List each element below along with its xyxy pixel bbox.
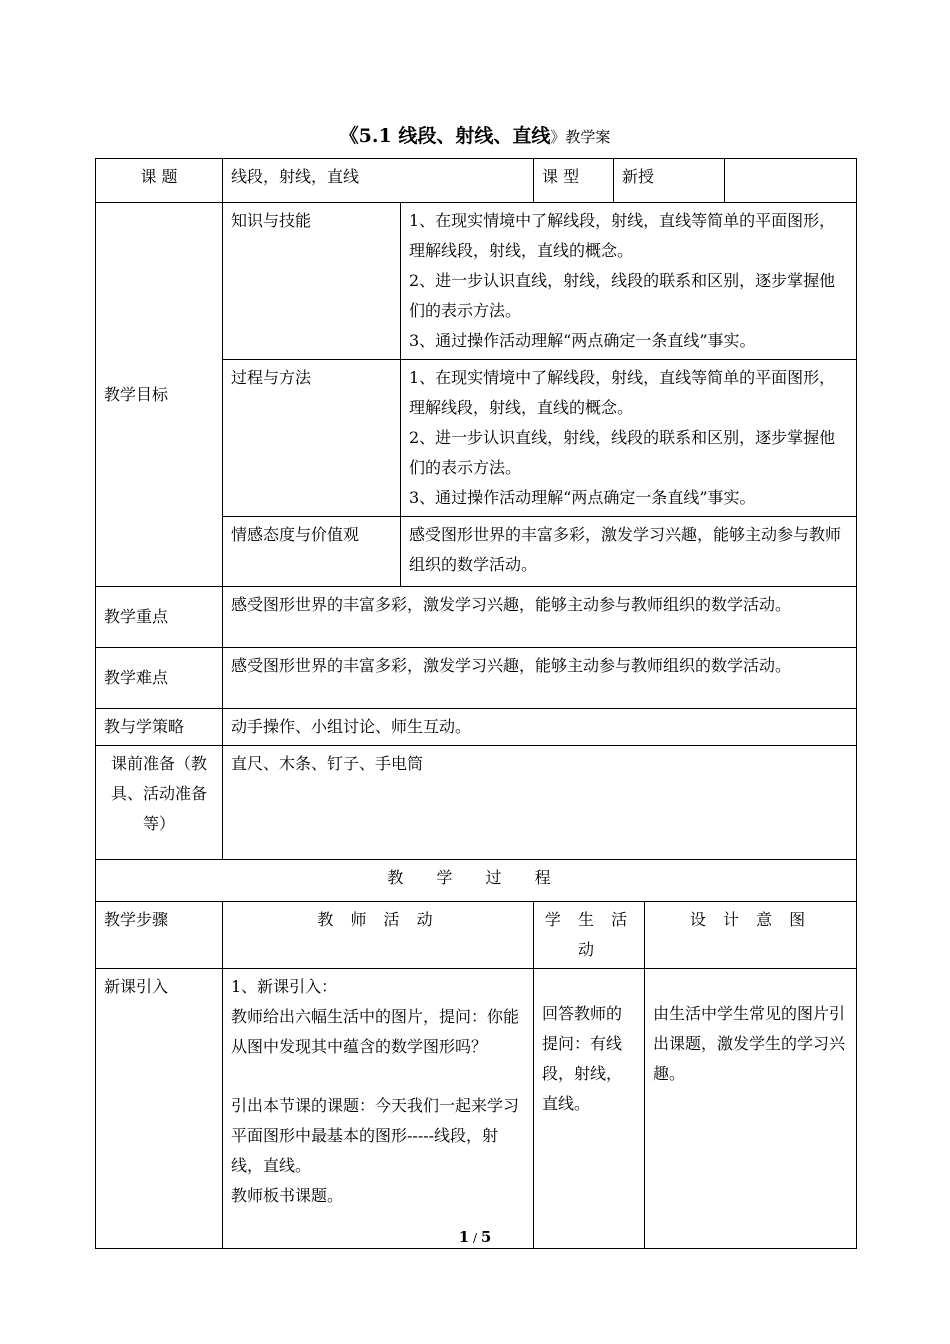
process-line-3: 3、通过操作活动理解“两点确定一条直线”事实。 [409, 488, 756, 507]
col-teacher-header: 教 师 活 动 [223, 902, 534, 969]
page-total: 5 [480, 1228, 492, 1246]
process-row [96, 969, 857, 1249]
objective-knowledge-row [96, 203, 857, 360]
process-content [401, 360, 857, 517]
process-title: 教 学 过 程 [96, 860, 857, 902]
preparation-label: 课前准备（教具、活动准备等） [96, 746, 223, 860]
col-step-header: 教学步骤 [96, 902, 223, 969]
teacher-line-3: 引出本节课的课题：今天我们一起来学习平面图形中最基本的图形-----线段，射线，直线。 [231, 1096, 520, 1175]
process-label: 过程与方法 [223, 360, 401, 517]
teacher-line-1: 1、新课引入： [231, 977, 338, 996]
key-points-row [96, 587, 857, 648]
strategy-label: 教与学策略 [96, 709, 223, 746]
difficulties-label: 教学难点 [96, 648, 223, 709]
document-title [0, 124, 950, 149]
knowledge-line-2: 2、进一步认识直线，射线，线段的联系和区别，逐步掌握他们的表示方法。 [409, 271, 836, 320]
emotion-content: 感受图形世界的丰富多彩，激发学习兴趣，能够主动参与教师组织的数学活动。 [401, 517, 857, 587]
emotion-label: 情感态度与价值观 [223, 517, 401, 587]
key-points-content: 感受图形世界的丰富多彩，激发学习兴趣，能够主动参与教师组织的数学活动。 [223, 587, 857, 648]
title-main: 《5.1 线段、射线、直线 [339, 125, 551, 147]
lesson-plan-table [95, 158, 857, 1249]
strategy-row [96, 709, 857, 746]
col-student-header: 学 生 活 动 [534, 902, 645, 969]
topic-row [96, 159, 857, 203]
type-label: 课 型 [534, 159, 614, 203]
type-value: 新授 [614, 159, 725, 203]
process-title-row [96, 860, 857, 902]
process-line-2: 2、进一步认识直线，射线，线段的联系和区别，逐步掌握他们的表示方法。 [409, 428, 836, 477]
knowledge-line-3: 3、通过操作活动理解“两点确定一条直线”事实。 [409, 331, 756, 350]
teacher-activity-cell [223, 969, 534, 1249]
teacher-line-2: 教师给出六幅生活中的图片，提问：你能从图中发现其中蕴含的数学图形吗？ [231, 1007, 520, 1056]
step-cell: 新课引入 [96, 969, 223, 1249]
design-intent-cell: 由生活中学生常见的图片引出课题，激发学生的学习兴趣。 [645, 969, 857, 1249]
process-line-1: 1、在现实情境中了解线段，射线，直线等简单的平面图形，理解线段，射线，直线的概念。 [409, 368, 836, 417]
page-number: 1 [458, 1228, 470, 1246]
topic-label: 课 题 [96, 159, 223, 203]
student-activity-cell: 回答教师的提问：有线段，射线，直线。 [534, 969, 645, 1249]
objectives-label: 教学目标 [96, 203, 223, 587]
key-points-label: 教学重点 [96, 587, 223, 648]
process-header-row [96, 902, 857, 969]
teacher-line-4: 教师板书课题。 [231, 1186, 344, 1205]
knowledge-label: 知识与技能 [223, 203, 401, 360]
knowledge-line-1: 1、在现实情境中了解线段，射线，直线等简单的平面图形，理解线段，射线，直线的概念。 [409, 211, 836, 260]
col-intent-header: 设 计 意 图 [645, 902, 857, 969]
knowledge-content [401, 203, 857, 360]
preparation-row [96, 746, 857, 860]
page-footer: 1 / 5 [458, 1228, 492, 1246]
topic-value: 线段，射线，直线 [223, 159, 534, 203]
difficulties-content: 感受图形世界的丰富多彩，激发学习兴趣，能够主动参与教师组织的数学活动。 [223, 648, 857, 709]
strategy-content: 动手操作、小组讨论、师生互动。 [223, 709, 857, 746]
difficulties-row [96, 648, 857, 709]
title-suffix: 》教学案 [550, 128, 611, 146]
preparation-content: 直尺、木条、钉子、手电筒 [223, 746, 857, 860]
empty-cell [725, 159, 857, 203]
